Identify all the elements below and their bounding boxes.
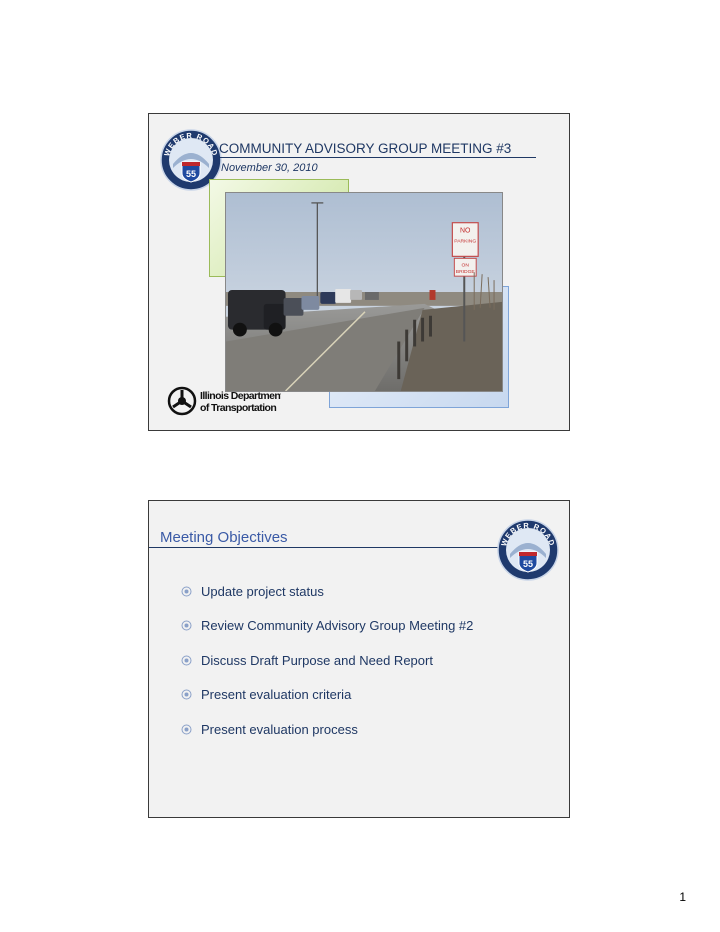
list-item-text: Update project status — [201, 583, 324, 599]
idot-text-line1: Illinois Department — [200, 390, 281, 402]
bullet-icon — [181, 586, 192, 597]
objectives-list — [181, 574, 473, 747]
logo-shield-number: 55 — [185, 169, 197, 179]
title-divider — [149, 547, 499, 548]
list-item-text: Present evaluation criteria — [201, 687, 352, 703]
road-photo — [225, 192, 503, 392]
bullet-icon — [181, 724, 192, 735]
bullet-icon — [181, 655, 192, 666]
sign-text-4: BRIDGE — [455, 270, 475, 276]
sign-text-2: PARKING — [454, 239, 477, 245]
page-number: 1 — [679, 890, 686, 904]
bullet-icon — [181, 620, 192, 631]
idot-logo — [167, 386, 281, 421]
list-item — [181, 609, 473, 644]
meeting-date: November 30, 2010 — [221, 162, 318, 174]
slide-2 — [148, 500, 570, 818]
sign-text-3: ON — [461, 263, 469, 269]
list-item — [181, 712, 473, 747]
logo-arc-text: WEBER ROAD — [162, 130, 220, 158]
list-item-text: Review Community Advisory Group Meeting #2 — [201, 618, 474, 634]
list-item-text: Present evaluation process — [201, 721, 358, 737]
bullet-icon — [181, 689, 192, 700]
list-item — [181, 643, 473, 678]
logo-arc-text: WEBER ROAD — [499, 520, 557, 548]
sign-text-1: NO — [460, 227, 471, 235]
slide1-title: COMMUNITY ADVISORY GROUP MEETING #3 — [219, 141, 512, 156]
list-item-text: Discuss Draft Purpose and Need Report — [201, 652, 433, 668]
slide2-title: Meeting Objectives — [160, 529, 288, 546]
list-item — [181, 574, 473, 609]
list-item — [181, 678, 473, 713]
idot-text-line2: of Transportation — [200, 402, 277, 414]
slide-1 — [148, 113, 570, 431]
logo-shield-number: 55 — [522, 559, 534, 569]
weber-road-logo — [496, 518, 560, 582]
title-divider — [219, 157, 536, 158]
